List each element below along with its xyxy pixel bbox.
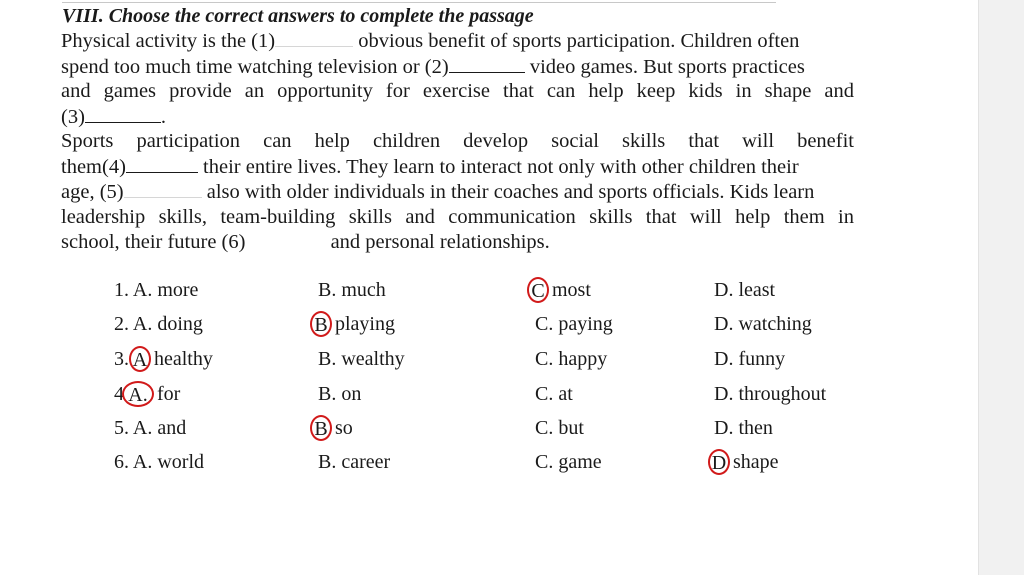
option-1b[interactable]: B. much [318, 279, 386, 301]
passage-line: age, (5) also with older individuals in their coaches and sports officials. Kids learn [61, 181, 815, 203]
option-4b[interactable]: B. on [318, 383, 362, 405]
blank-2 [449, 54, 525, 73]
option-6b[interactable]: B. career [318, 451, 391, 473]
option-3a-selected[interactable]: 3. A healthy [114, 347, 213, 372]
paragraph-1 [61, 28, 854, 129]
option-3b[interactable]: B. wealthy [318, 348, 405, 370]
paragraph-2 [61, 129, 854, 255]
answer-circle: B [310, 311, 332, 337]
option-5a[interactable]: 5. A. and [114, 417, 187, 439]
option-5b-selected[interactable]: B so [310, 416, 353, 441]
option-2a[interactable]: 2. A. doing [114, 313, 203, 335]
option-3d[interactable]: D. funny [714, 348, 786, 370]
option-4c[interactable]: C. at [535, 383, 573, 405]
option-1c-selected[interactable]: C most [527, 278, 591, 303]
exercise-heading: VIII. Choose the correct answers to complete the passage [62, 5, 534, 27]
passage-line: Sports participation can help children develop social skills that will benefit [61, 130, 854, 152]
option-5d[interactable]: D. then [714, 417, 773, 439]
blank-5 [124, 179, 202, 198]
answer-circle: A. [122, 381, 154, 407]
option-2b-selected[interactable]: B playing [310, 312, 395, 337]
passage-line: spend too much time watching television or (2) video games. But sports practices [61, 55, 805, 78]
blank-6 [245, 229, 325, 248]
option-6d-selected[interactable]: D shape [708, 450, 779, 475]
blank-3 [85, 104, 161, 123]
answer-circle: A [129, 346, 151, 372]
passage-line: them(4) their entire lives. They learn to interact not only with other children their [61, 155, 799, 178]
option-1d[interactable]: D. least [714, 279, 776, 301]
passage-line: school, their future (6) and personal relationships. [61, 231, 550, 253]
passage-line: (3) . [61, 105, 167, 128]
option-4a-selected[interactable]: 4 A. for [114, 382, 180, 407]
top-rule [62, 2, 776, 3]
passage-line: Physical activity is the (1) obvious benefit of sports participation. Children often [61, 30, 800, 52]
answer-circle: B [310, 415, 332, 441]
option-6c[interactable]: C. game [535, 451, 602, 473]
answer-circle: D [708, 449, 730, 475]
blank-1 [275, 28, 353, 47]
option-1a[interactable]: 1. A. more [114, 279, 199, 301]
option-2d[interactable]: D. watching [714, 313, 812, 335]
option-4d[interactable]: D. throughout [714, 383, 827, 405]
option-5c[interactable]: C. but [535, 417, 584, 439]
passage-line: and games provide an opportunity for exercise that can help keep kids in shape and [61, 80, 854, 102]
option-6a[interactable]: 6. A. world [114, 451, 205, 473]
answer-circle: C [527, 277, 549, 303]
option-2c[interactable]: C. paying [535, 313, 613, 335]
blank-4 [126, 154, 198, 173]
scrollbar-track[interactable] [978, 0, 1024, 575]
passage [61, 28, 854, 255]
passage-line: leadership skills, team-building skills and communication skills that will help them in [61, 205, 854, 228]
option-3c[interactable]: C. happy [535, 348, 608, 370]
